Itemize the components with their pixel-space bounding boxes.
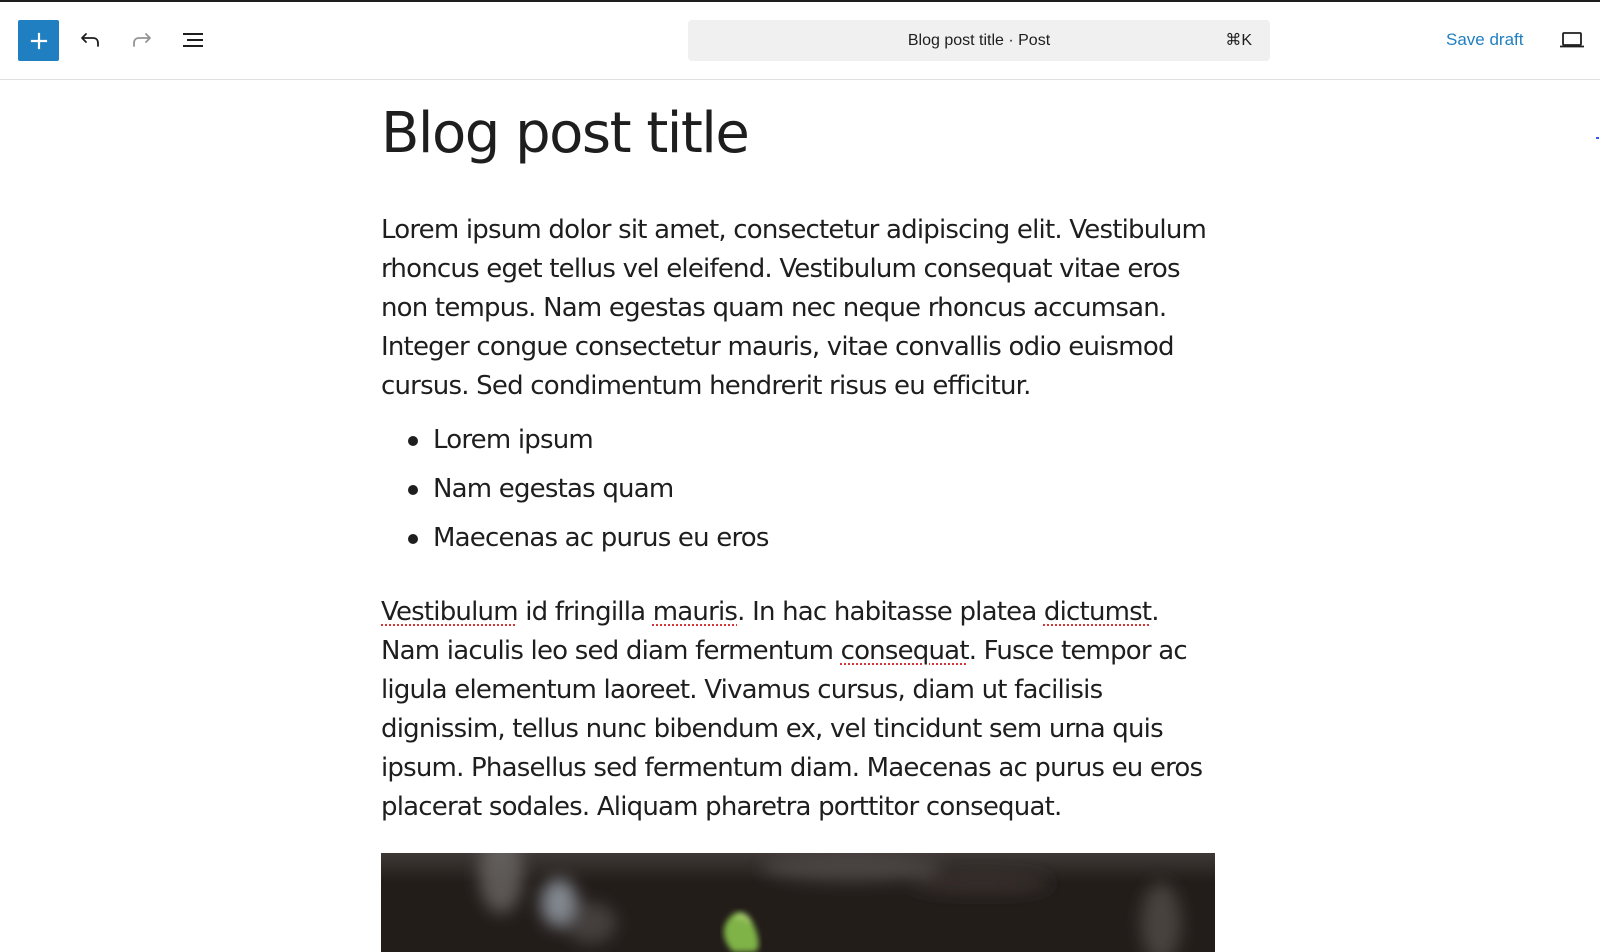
- command-palette-bar[interactable]: [688, 20, 1270, 61]
- text-run: .: [1151, 597, 1159, 627]
- list-item[interactable]: [381, 514, 769, 563]
- list-item-text: Nam egestas quam: [433, 474, 674, 504]
- spellcheck-word: Vestibulum: [381, 597, 518, 627]
- canvas-scrollbar[interactable]: [1596, 80, 1600, 952]
- image-block[interactable]: [381, 853, 1215, 952]
- bullet-icon: [408, 436, 418, 446]
- post-title[interactable]: Blog post title: [381, 101, 749, 166]
- paragraph-block[interactable]: [381, 593, 1215, 827]
- paragraph-line: ipsum. Phasellus sed fermentum diam. Maecenas ac purus eu eros: [381, 753, 1203, 783]
- save-draft-button[interactable]: Save draft: [1446, 30, 1524, 49]
- paragraph-line: ligula elementum laoreet. Vivamus cursus, diam ut facilisis: [381, 675, 1103, 705]
- paragraph-line: [381, 632, 1215, 671]
- desktop-preview-icon: [1559, 29, 1585, 51]
- bullet-icon: [408, 534, 418, 544]
- list-item-text: Maecenas ac purus eu eros: [433, 523, 769, 553]
- list-item[interactable]: [381, 416, 769, 465]
- plus-icon: [29, 31, 49, 51]
- text-run: . Fusce tempor ac: [968, 636, 1187, 666]
- list-block[interactable]: [381, 416, 769, 563]
- editor-canvas[interactable]: [0, 80, 1596, 952]
- paragraph-line: Lorem ipsum dolor sit amet, consectetur adipiscing elit. Vestibulum: [381, 215, 1207, 245]
- list-item[interactable]: [381, 465, 769, 514]
- paragraph-line: placerat sodales. Aliquam pharetra porttitor consequat.: [381, 792, 1062, 822]
- bullet-icon: [408, 485, 418, 495]
- preview-button[interactable]: [1554, 22, 1590, 58]
- paragraph-line: Integer congue consectetur mauris, vitae convallis odio euismod: [381, 332, 1174, 362]
- spellcheck-word: mauris: [652, 597, 738, 627]
- editor-toolbar: [0, 2, 1600, 80]
- text-run: Nam iaculis leo sed diam fermentum: [381, 636, 841, 666]
- redo-button[interactable]: [124, 22, 160, 58]
- keyboard-shortcut-hint: ⌘K: [1225, 32, 1252, 49]
- text-run: id fringilla: [517, 597, 653, 627]
- paragraph-line: [381, 593, 1215, 632]
- list-view-icon: [181, 28, 207, 52]
- block-inserter-button[interactable]: [18, 20, 59, 61]
- text-run: . In hac habitasse platea: [737, 597, 1044, 627]
- undo-button[interactable]: [72, 22, 108, 58]
- paragraph-line: rhoncus eget tellus vel eleifend. Vestibulum consequat vitae eros: [381, 254, 1180, 284]
- spellcheck-word: consequat: [840, 636, 969, 666]
- document-overview-button[interactable]: [176, 22, 212, 58]
- paragraph-line: cursus. Sed condimentum hendrerit risus eu efficitur.: [381, 371, 1031, 401]
- paragraph-line: non tempus. Nam egestas quam nec neque rhoncus accumsan.: [381, 293, 1167, 323]
- paragraph-block[interactable]: [381, 211, 1215, 406]
- document-title: Blog post title · Post: [907, 32, 1051, 49]
- undo-icon: [78, 28, 102, 52]
- spellcheck-word: dictumst: [1043, 597, 1152, 627]
- featured-photo-image: [381, 853, 1215, 952]
- list-item-text: Lorem ipsum: [433, 425, 593, 455]
- redo-icon: [130, 28, 154, 52]
- scroll-indicator: [1596, 137, 1599, 139]
- paragraph-line: dignissim, tellus nunc bibendum ex, vel tincidunt sem urna quis: [381, 714, 1163, 744]
